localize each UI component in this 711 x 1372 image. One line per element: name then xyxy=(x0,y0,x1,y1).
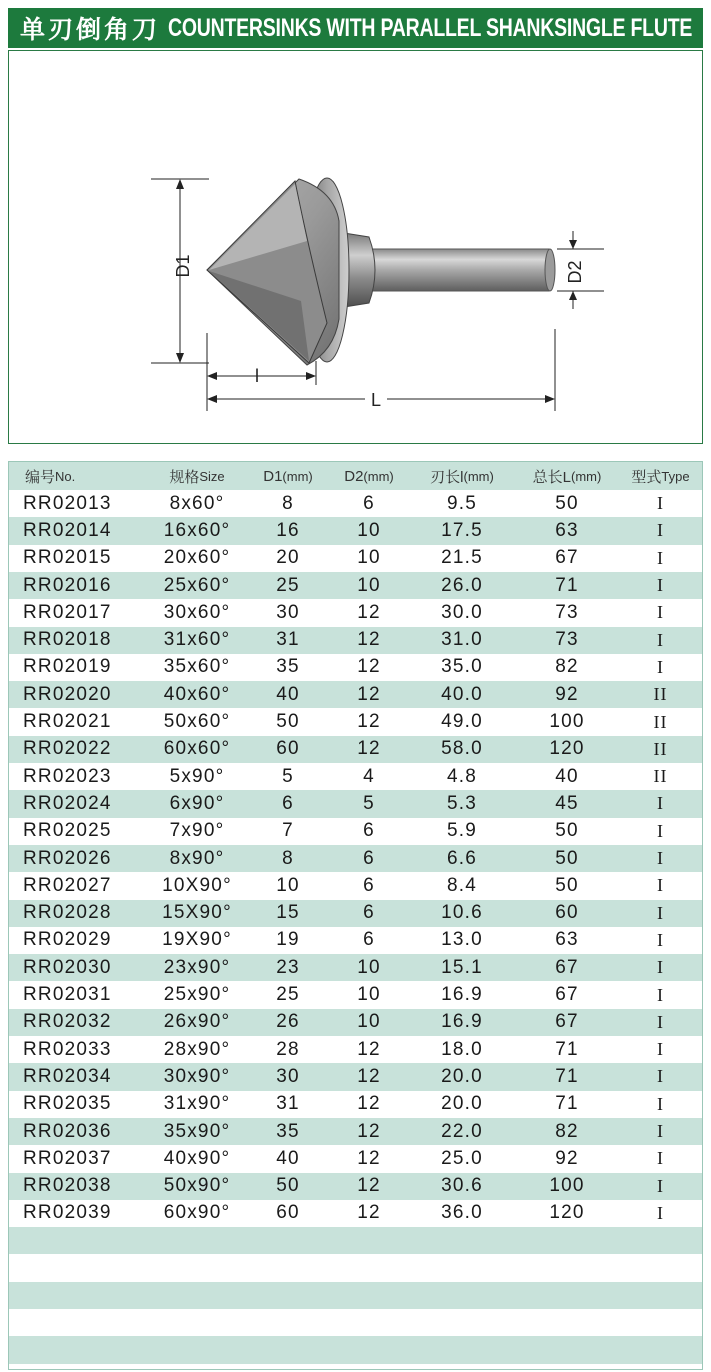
cell-l: 49.0 xyxy=(441,711,483,733)
cell-type: I xyxy=(657,875,664,896)
header-flute-length: 刃长l (mm) xyxy=(430,468,494,486)
cell-d2: 6 xyxy=(363,847,375,869)
cell-no: RR02024 xyxy=(23,792,112,814)
cell-no: RR02037 xyxy=(23,1147,112,1169)
cell-type: I xyxy=(657,1148,664,1169)
cell-L: 71 xyxy=(555,1038,579,1060)
cell-d2: 10 xyxy=(357,519,381,541)
cell-l: 20.0 xyxy=(441,1093,483,1115)
cell-l: 26.0 xyxy=(441,574,483,596)
cell-type: I xyxy=(657,929,664,950)
title-bar xyxy=(8,8,703,48)
cell-L: 92 xyxy=(555,683,579,705)
table-row xyxy=(9,1200,702,1227)
cell-d1: 30 xyxy=(276,601,300,623)
cell-size: 35x60° xyxy=(163,656,231,678)
cell-L: 50 xyxy=(555,874,579,896)
cell-L: 71 xyxy=(555,1093,579,1115)
cell-size: 28x90° xyxy=(163,1038,231,1060)
table-row xyxy=(9,818,702,845)
cell-l: 36.0 xyxy=(441,1202,483,1224)
cell-d2: 6 xyxy=(363,492,375,514)
cell-no: RR02039 xyxy=(23,1202,112,1224)
table-row xyxy=(9,954,702,981)
cell-l: 16.9 xyxy=(441,984,483,1006)
cell-L: 73 xyxy=(555,601,579,623)
cell-d1: 31 xyxy=(276,629,300,651)
cell-l: 25.0 xyxy=(441,1147,483,1169)
table-row xyxy=(9,627,702,654)
empty-row xyxy=(9,1336,702,1363)
cell-size: 31x90° xyxy=(163,1093,231,1115)
cell-size: 35x90° xyxy=(163,1120,231,1142)
cell-l: 40.0 xyxy=(441,683,483,705)
cell-size: 26x90° xyxy=(163,1011,231,1033)
cell-l: 35.0 xyxy=(441,656,483,678)
cell-d1: 60 xyxy=(276,738,300,760)
cell-d1: 35 xyxy=(276,1120,300,1142)
cell-L: 71 xyxy=(555,574,579,596)
cell-d1: 50 xyxy=(276,711,300,733)
cell-d2: 12 xyxy=(357,1038,381,1060)
table-row xyxy=(9,763,702,790)
cell-l: 31.0 xyxy=(441,629,483,651)
cell-l: 9.5 xyxy=(446,492,477,514)
cell-l: 17.5 xyxy=(441,519,483,541)
cell-L: 82 xyxy=(555,1120,579,1142)
cell-l: 20.0 xyxy=(441,1065,483,1087)
cell-d1: 26 xyxy=(276,1011,300,1033)
cell-no: RR02034 xyxy=(23,1065,112,1087)
cell-d2: 12 xyxy=(357,1147,381,1169)
cell-L: 82 xyxy=(555,656,579,678)
cell-size: 10X90° xyxy=(162,874,232,896)
table-row xyxy=(9,517,702,544)
table-row xyxy=(9,708,702,735)
d1-label: D1 xyxy=(173,254,193,278)
cell-l: 58.0 xyxy=(441,738,483,760)
cell-d2: 12 xyxy=(357,629,381,651)
cell-d2: 12 xyxy=(357,601,381,623)
cell-d2: 12 xyxy=(357,711,381,733)
title-english: COUNTERSINKS WITH PARALLEL SHANKSINGLE FLUTE xyxy=(168,13,693,42)
cell-size: 19X90° xyxy=(162,929,232,951)
L-label: L xyxy=(370,390,382,410)
cell-L: 50 xyxy=(555,820,579,842)
cell-l: 18.0 xyxy=(441,1038,483,1060)
cell-type: I xyxy=(657,1202,664,1223)
cell-L: 63 xyxy=(555,929,579,951)
cell-d1: 8 xyxy=(282,492,294,514)
cell-d2: 10 xyxy=(357,956,381,978)
table-row xyxy=(9,1118,702,1145)
cell-L: 40 xyxy=(555,765,579,787)
header-size: 规格 Size xyxy=(169,468,225,486)
cell-type: I xyxy=(657,1011,664,1032)
header-total-length: 总长L (mm) xyxy=(532,468,602,486)
cell-no: RR02026 xyxy=(23,847,112,869)
header-type: 型式 Type xyxy=(631,468,690,486)
cell-d2: 10 xyxy=(357,574,381,596)
cell-d1: 60 xyxy=(276,1202,300,1224)
cell-no: RR02013 xyxy=(23,492,112,514)
table-row xyxy=(9,654,702,681)
cell-no: RR02033 xyxy=(23,1038,112,1060)
cell-L: 73 xyxy=(555,629,579,651)
cell-size: 30x60° xyxy=(163,601,231,623)
cell-type: I xyxy=(657,656,664,677)
cell-type: I xyxy=(657,820,664,841)
table-row xyxy=(9,545,702,572)
cell-L: 120 xyxy=(549,738,585,760)
cell-no: RR02017 xyxy=(23,601,112,623)
cell-L: 50 xyxy=(555,492,579,514)
cell-no: RR02019 xyxy=(23,656,112,678)
cell-d2: 12 xyxy=(357,1093,381,1115)
cell-l: 10.6 xyxy=(441,902,483,924)
cell-d1: 10 xyxy=(276,874,300,896)
cell-l: 16.9 xyxy=(441,1011,483,1033)
cell-d1: 23 xyxy=(276,956,300,978)
cell-type: II xyxy=(653,766,668,787)
cell-l: 5.9 xyxy=(446,820,477,842)
cell-size: 5x90° xyxy=(169,765,225,787)
cell-l: 4.8 xyxy=(446,765,477,787)
cell-L: 45 xyxy=(555,792,579,814)
cell-no: RR02014 xyxy=(23,519,112,541)
cell-type: I xyxy=(657,793,664,814)
cell-no: RR02030 xyxy=(23,956,112,978)
cell-d2: 6 xyxy=(363,929,375,951)
cell-type: I xyxy=(657,1039,664,1060)
cell-size: 20x60° xyxy=(163,547,231,569)
table-row xyxy=(9,1036,702,1063)
cell-size: 50x90° xyxy=(163,1175,231,1197)
cell-no: RR02018 xyxy=(23,629,112,651)
cell-type: I xyxy=(657,902,664,923)
cell-type: I xyxy=(657,547,664,568)
table-row xyxy=(9,1145,702,1172)
table-header xyxy=(9,462,702,490)
cell-size: 8x60° xyxy=(169,492,225,514)
table-row xyxy=(9,845,702,872)
cell-d1: 40 xyxy=(276,1147,300,1169)
cell-type: I xyxy=(657,1175,664,1196)
cell-no: RR02025 xyxy=(23,820,112,842)
cell-no: RR02029 xyxy=(23,929,112,951)
cell-d1: 15 xyxy=(276,902,300,924)
cell-type: I xyxy=(657,575,664,596)
cell-d1: 8 xyxy=(282,847,294,869)
cell-d1: 5 xyxy=(282,765,294,787)
cell-l: 5.3 xyxy=(446,792,477,814)
cell-d1: 25 xyxy=(276,574,300,596)
cell-type: I xyxy=(657,848,664,869)
cell-d2: 4 xyxy=(363,765,375,787)
cell-size: 6x90° xyxy=(169,792,225,814)
cell-L: 100 xyxy=(549,711,585,733)
cell-L: 67 xyxy=(555,1011,579,1033)
product-diagram xyxy=(8,50,703,444)
cell-l: 30.0 xyxy=(441,601,483,623)
cell-d2: 12 xyxy=(357,683,381,705)
cell-size: 25x90° xyxy=(163,984,231,1006)
cell-type: I xyxy=(657,493,664,514)
cell-no: RR02016 xyxy=(23,574,112,596)
cell-l: 15.1 xyxy=(441,956,483,978)
cell-l: 8.4 xyxy=(446,874,477,896)
cell-size: 31x60° xyxy=(163,629,231,651)
cell-d2: 12 xyxy=(357,1120,381,1142)
cell-size: 60x60° xyxy=(163,738,231,760)
empty-row xyxy=(9,1282,702,1309)
cell-l: 22.0 xyxy=(441,1120,483,1142)
cell-no: RR02022 xyxy=(23,738,112,760)
empty-row xyxy=(9,1227,702,1254)
cell-type: I xyxy=(657,984,664,1005)
cell-L: 71 xyxy=(555,1065,579,1087)
cell-d1: 19 xyxy=(276,929,300,951)
cell-size: 60x90° xyxy=(163,1202,231,1224)
cell-d1: 16 xyxy=(276,519,300,541)
table-row xyxy=(9,872,702,899)
cell-size: 23x90° xyxy=(163,956,231,978)
cell-no: RR02028 xyxy=(23,902,112,924)
cell-d2: 10 xyxy=(357,547,381,569)
header-no: 编号 No. xyxy=(25,468,76,486)
cell-L: 67 xyxy=(555,984,579,1006)
cell-d1: 25 xyxy=(276,984,300,1006)
cell-l: 21.5 xyxy=(441,547,483,569)
cell-L: 120 xyxy=(549,1202,585,1224)
cell-d1: 31 xyxy=(276,1093,300,1115)
cell-size: 16x60° xyxy=(163,519,231,541)
table-row xyxy=(9,490,702,517)
cell-no: RR02027 xyxy=(23,874,112,896)
cell-size: 8x90° xyxy=(169,847,225,869)
cell-L: 100 xyxy=(549,1175,585,1197)
table-row xyxy=(9,736,702,763)
cell-d1: 40 xyxy=(276,683,300,705)
cell-no: RR02032 xyxy=(23,1011,112,1033)
cell-d2: 6 xyxy=(363,820,375,842)
cell-no: RR02038 xyxy=(23,1175,112,1197)
cell-size: 40x90° xyxy=(163,1147,231,1169)
cell-d2: 10 xyxy=(357,984,381,1006)
cell-no: RR02035 xyxy=(23,1093,112,1115)
cell-d1: 20 xyxy=(276,547,300,569)
cell-type: I xyxy=(657,520,664,541)
cell-no: RR02015 xyxy=(23,547,112,569)
cell-d1: 7 xyxy=(282,820,294,842)
shank xyxy=(369,249,554,291)
cell-d1: 6 xyxy=(282,792,294,814)
cell-size: 50x60° xyxy=(163,711,231,733)
cell-no: RR02020 xyxy=(23,683,112,705)
cell-type: II xyxy=(653,738,668,759)
cell-type: I xyxy=(657,957,664,978)
cell-L: 60 xyxy=(555,902,579,924)
l-label: l xyxy=(255,366,259,386)
cell-type: I xyxy=(657,1121,664,1142)
cell-d2: 12 xyxy=(357,738,381,760)
table-row xyxy=(9,1173,702,1200)
cell-l: 30.6 xyxy=(441,1175,483,1197)
cell-L: 50 xyxy=(555,847,579,869)
empty-row xyxy=(9,1254,702,1281)
cell-l: 13.0 xyxy=(441,929,483,951)
table-row xyxy=(9,681,702,708)
cell-L: 92 xyxy=(555,1147,579,1169)
empty-row xyxy=(9,1309,702,1336)
cell-no: RR02021 xyxy=(23,711,112,733)
table-row xyxy=(9,1063,702,1090)
table-row xyxy=(9,572,702,599)
cell-d1: 50 xyxy=(276,1175,300,1197)
cell-type: II xyxy=(653,684,668,705)
cell-type: I xyxy=(657,1093,664,1114)
cell-no: RR02023 xyxy=(23,765,112,787)
cell-d2: 6 xyxy=(363,902,375,924)
cell-d1: 30 xyxy=(276,1065,300,1087)
cell-L: 67 xyxy=(555,547,579,569)
cell-l: 6.6 xyxy=(446,847,477,869)
cell-L: 63 xyxy=(555,519,579,541)
cell-d1: 28 xyxy=(276,1038,300,1060)
header-d2: D2 (mm) xyxy=(344,467,394,485)
cell-size: 25x60° xyxy=(163,574,231,596)
table-row xyxy=(9,790,702,817)
cell-d2: 6 xyxy=(363,874,375,896)
cell-size: 7x90° xyxy=(169,820,225,842)
cell-type: II xyxy=(653,711,668,732)
cell-no: RR02031 xyxy=(23,984,112,1006)
header-d1: D1 (mm) xyxy=(263,467,313,485)
cell-type: I xyxy=(657,629,664,650)
cell-d2: 12 xyxy=(357,1065,381,1087)
title-chinese: 单刃倒角刀 xyxy=(20,15,161,44)
cell-d2: 10 xyxy=(357,1011,381,1033)
cell-L: 67 xyxy=(555,956,579,978)
cell-size: 30x90° xyxy=(163,1065,231,1087)
cell-d2: 12 xyxy=(357,1175,381,1197)
table-row xyxy=(9,599,702,626)
cell-d2: 5 xyxy=(363,792,375,814)
cell-type: I xyxy=(657,602,664,623)
d2-label: D2 xyxy=(565,260,585,284)
cell-size: 40x60° xyxy=(163,683,231,705)
cell-size: 15X90° xyxy=(162,902,232,924)
table-row xyxy=(9,900,702,927)
cell-type: I xyxy=(657,1066,664,1087)
cell-d2: 12 xyxy=(357,1202,381,1224)
table-row xyxy=(9,981,702,1008)
cell-d2: 12 xyxy=(357,656,381,678)
cell-no: RR02036 xyxy=(23,1120,112,1142)
cell-d1: 35 xyxy=(276,656,300,678)
table-row xyxy=(9,927,702,954)
countersink-illustration xyxy=(9,51,702,443)
table-row xyxy=(9,1091,702,1118)
spec-table xyxy=(8,461,703,1370)
table-row xyxy=(9,1009,702,1036)
